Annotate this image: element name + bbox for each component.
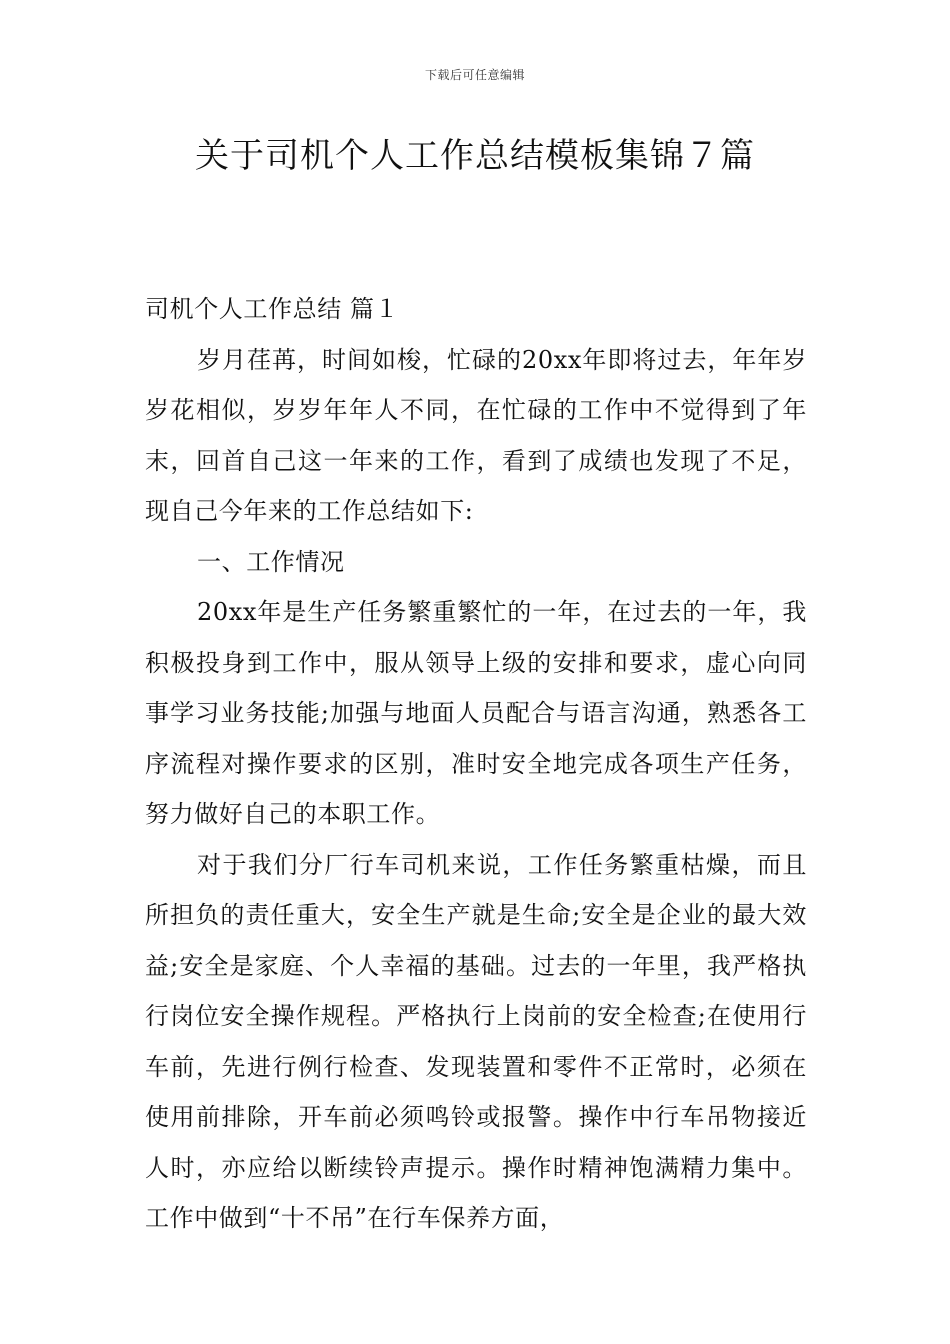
paragraph-intro: 岁月荏苒，时间如梭，忙碌的20xx年即将过去，年年岁岁花相似，岁岁年年人不同，在忙碌的工作中不觉得到了年末，回首自己这一年来的工作，看到了成绩也发现了不足，现自己今年来的工作总结如下: bbox=[145, 345, 807, 525]
section-heading: 司机个人工作总结 篇１ bbox=[145, 295, 400, 323]
paragraph-safety: 对于我们分厂行车司机来说，工作任务繁重枯燥，而且所担负的责任重大，安全生产就是生命;安全是企业的最大效益;安全是家庭、个人幸福的基础。过去的一年里，我严格执行岗位安全操作规程。严格执行上岗前的安全检查;在使用行车前，先进行例行检查、发现装置和零件不正常时，必须在使用前排除，开车前必须鸣铃或报警。操作中行车吊物接近人时，亦应给以断续铃声提示。操作时精神饱满精力集中。工作中做到“十不吊”在行车保养方面， bbox=[145, 850, 807, 1232]
document-title: 关于司机个人工作总结模板集锦７篇 bbox=[195, 136, 755, 176]
paragraph-work-overview: 20xx年是生产任务繁重繁忙的一年，在过去的一年，我积极投身到工作中，服从领导上级的安排和要求，虚心向同事学习业务技能;加强与地面人员配合与语言沟通，熟悉各工序流程对操作要求的区别，准时安全地完成各项生产任务，努力做好自己的本职工作。 bbox=[145, 598, 807, 828]
header-note: 下载后可任意编辑 bbox=[424, 68, 525, 82]
document-body bbox=[145, 284, 807, 1244]
paragraph-work-status-heading: 一、工作情况 bbox=[197, 547, 345, 576]
